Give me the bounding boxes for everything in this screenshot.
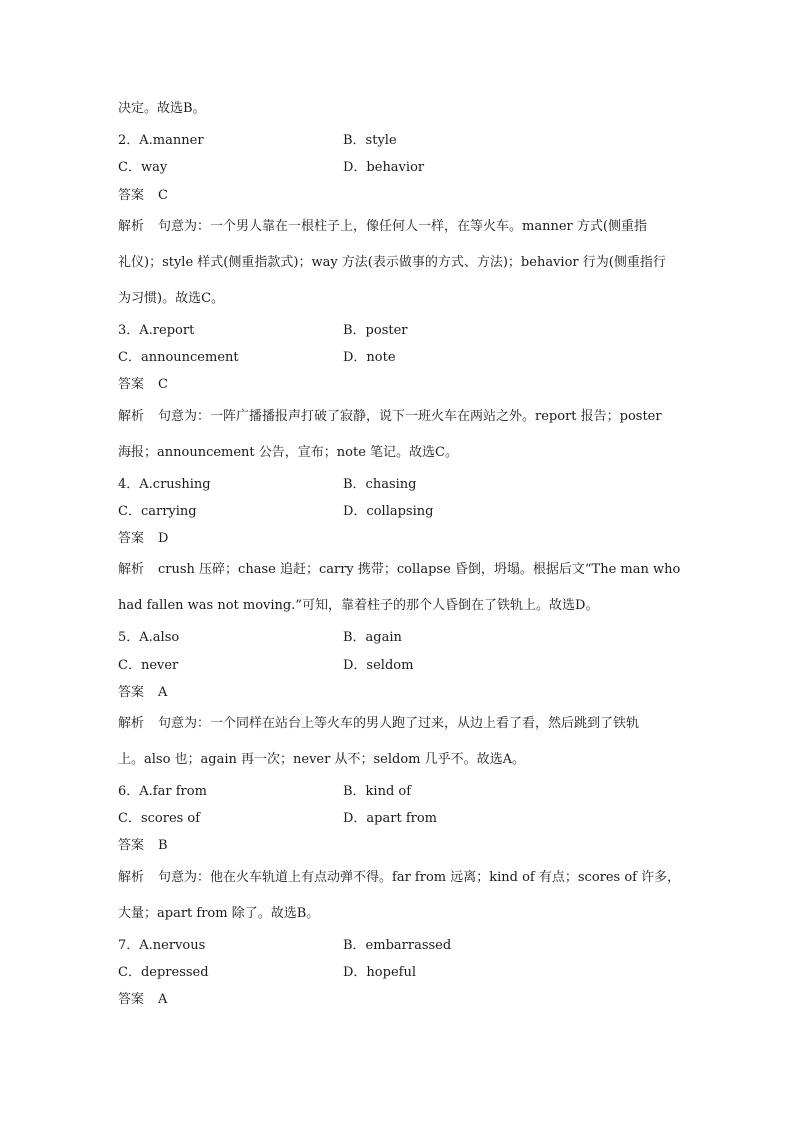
answer-value: B	[158, 838, 168, 853]
question-number: 3．	[118, 323, 140, 338]
question-5-option-d: D．seldom	[343, 658, 414, 673]
explanation-text: 句意为：一个同样在站台上等火车的男人跑了过来，从边上看了看，然后跳到了铁轨	[158, 716, 640, 731]
option-a: A.crushing	[139, 477, 211, 492]
question-4-answer	[118, 530, 168, 548]
question-5-explanation-line-2: 上。also 也；again 再一次；never 从不；seldom 几乎不。故选A。	[118, 752, 525, 767]
question-2-explanation-line-2: 礼仪)；style 样式(侧重指款式)；way 方法(表示做事的方式、方法)；behavior 行为(侧重指行	[118, 255, 666, 270]
explanation-text: 句意为：他在火车轨道上有点动弹不得。far from 远离；kind of 有点；scores of 许多，	[158, 870, 681, 885]
question-7-option-b: B．embarrassed	[343, 938, 452, 953]
question-5-answer	[118, 684, 167, 702]
question-2-option-c: C．way	[118, 160, 168, 175]
question-5-option-a	[118, 629, 179, 647]
question-4-option-d: D．collapsing	[343, 504, 434, 519]
question-4-option-b: B．chasing	[343, 477, 417, 492]
question-4-option-a	[118, 476, 211, 494]
question-number: 4．	[118, 477, 140, 492]
answer-label: 答案	[118, 992, 145, 1007]
question-5-option-b: B．again	[343, 630, 402, 645]
question-4-option-c: C．carrying	[118, 504, 197, 519]
question-3-explanation-line-1	[118, 408, 662, 426]
question-2-answer	[118, 187, 168, 205]
question-7-option-c: C．depressed	[118, 965, 209, 980]
question-number: 5．	[118, 630, 140, 645]
explanation-text: 句意为：一个男人靠在一根柱子上，像任何人一样，在等火车。manner 方式(侧重指	[158, 219, 647, 234]
explanation-label: 解析	[118, 409, 145, 424]
explanation-text: crush 压碎；chase 追赶；carry 携带；collapse 昏倒，坍塌。根据后文“The man who	[158, 562, 681, 577]
question-2-option-b: B．style	[343, 133, 397, 148]
answer-value: C	[158, 377, 168, 392]
explanation-text: 句意为：一阵广播播报声打破了寂静，说下一班火车在两站之外。report 报告；poster	[158, 409, 662, 424]
question-4-explanation-line-2: had fallen was not moving.”可知，靠着柱子的那个人昏倒在了铁轨上。故选D。	[118, 598, 599, 613]
question-7-option-d: D．hopeful	[343, 965, 416, 980]
option-a: A.manner	[139, 133, 204, 148]
answer-label: 答案	[118, 838, 145, 853]
question-5-option-c: C．never	[118, 658, 179, 673]
question-6-answer	[118, 837, 168, 855]
question-number: 2．	[118, 133, 140, 148]
question-3-option-c: C．announcement	[118, 350, 239, 365]
question-3-explanation-line-2: 海报；announcement 公告，宣布；note 笔记。故选C。	[118, 445, 458, 460]
question-3-option-d: D．note	[343, 350, 396, 365]
answer-label: 答案	[118, 685, 145, 700]
question-6-option-c: C．scores of	[118, 811, 201, 826]
question-2-explanation-line-1	[118, 218, 647, 236]
question-6-explanation-line-2: 大量；apart from 除了。故选B。	[118, 906, 320, 921]
explanation-label: 解析	[118, 870, 145, 885]
answer-label: 答案	[118, 377, 145, 392]
answer-value: C	[158, 188, 168, 203]
question-3-answer	[118, 376, 168, 394]
question-2-option-d: D．behavior	[343, 160, 425, 175]
question-4-explanation-line-1	[118, 561, 680, 579]
question-3-option-b: B．poster	[343, 323, 408, 338]
question-6-explanation-line-1	[118, 869, 680, 887]
option-a: A.also	[139, 630, 180, 645]
question-3-option-a	[118, 322, 194, 340]
answer-label: 答案	[118, 188, 145, 203]
question-6-option-d: D．apart from	[343, 811, 437, 826]
question-2-option-a	[118, 132, 204, 150]
answer-label: 答案	[118, 531, 145, 546]
answer-value: A	[158, 992, 168, 1007]
answer-value: A	[158, 685, 168, 700]
question-7-answer	[118, 991, 167, 1009]
explanation-label: 解析	[118, 219, 145, 234]
question-5-explanation-line-1	[118, 715, 639, 733]
option-a: A.report	[139, 323, 195, 338]
explanation-label: 解析	[118, 716, 145, 731]
answer-value: D	[158, 531, 169, 546]
question-2-explanation-line-3: 为习惯)。故选C。	[118, 291, 225, 306]
question-number: 7．	[118, 938, 140, 953]
option-a: A.far from	[139, 784, 207, 799]
question-number: 6．	[118, 784, 140, 799]
question-7-option-a	[118, 937, 205, 955]
question-6-option-b: B．kind of	[343, 784, 412, 799]
intro-line: 决定。故选B。	[118, 101, 206, 116]
question-6-option-a	[118, 783, 207, 801]
explanation-label: 解析	[118, 562, 145, 577]
option-a: A.nervous	[139, 938, 206, 953]
